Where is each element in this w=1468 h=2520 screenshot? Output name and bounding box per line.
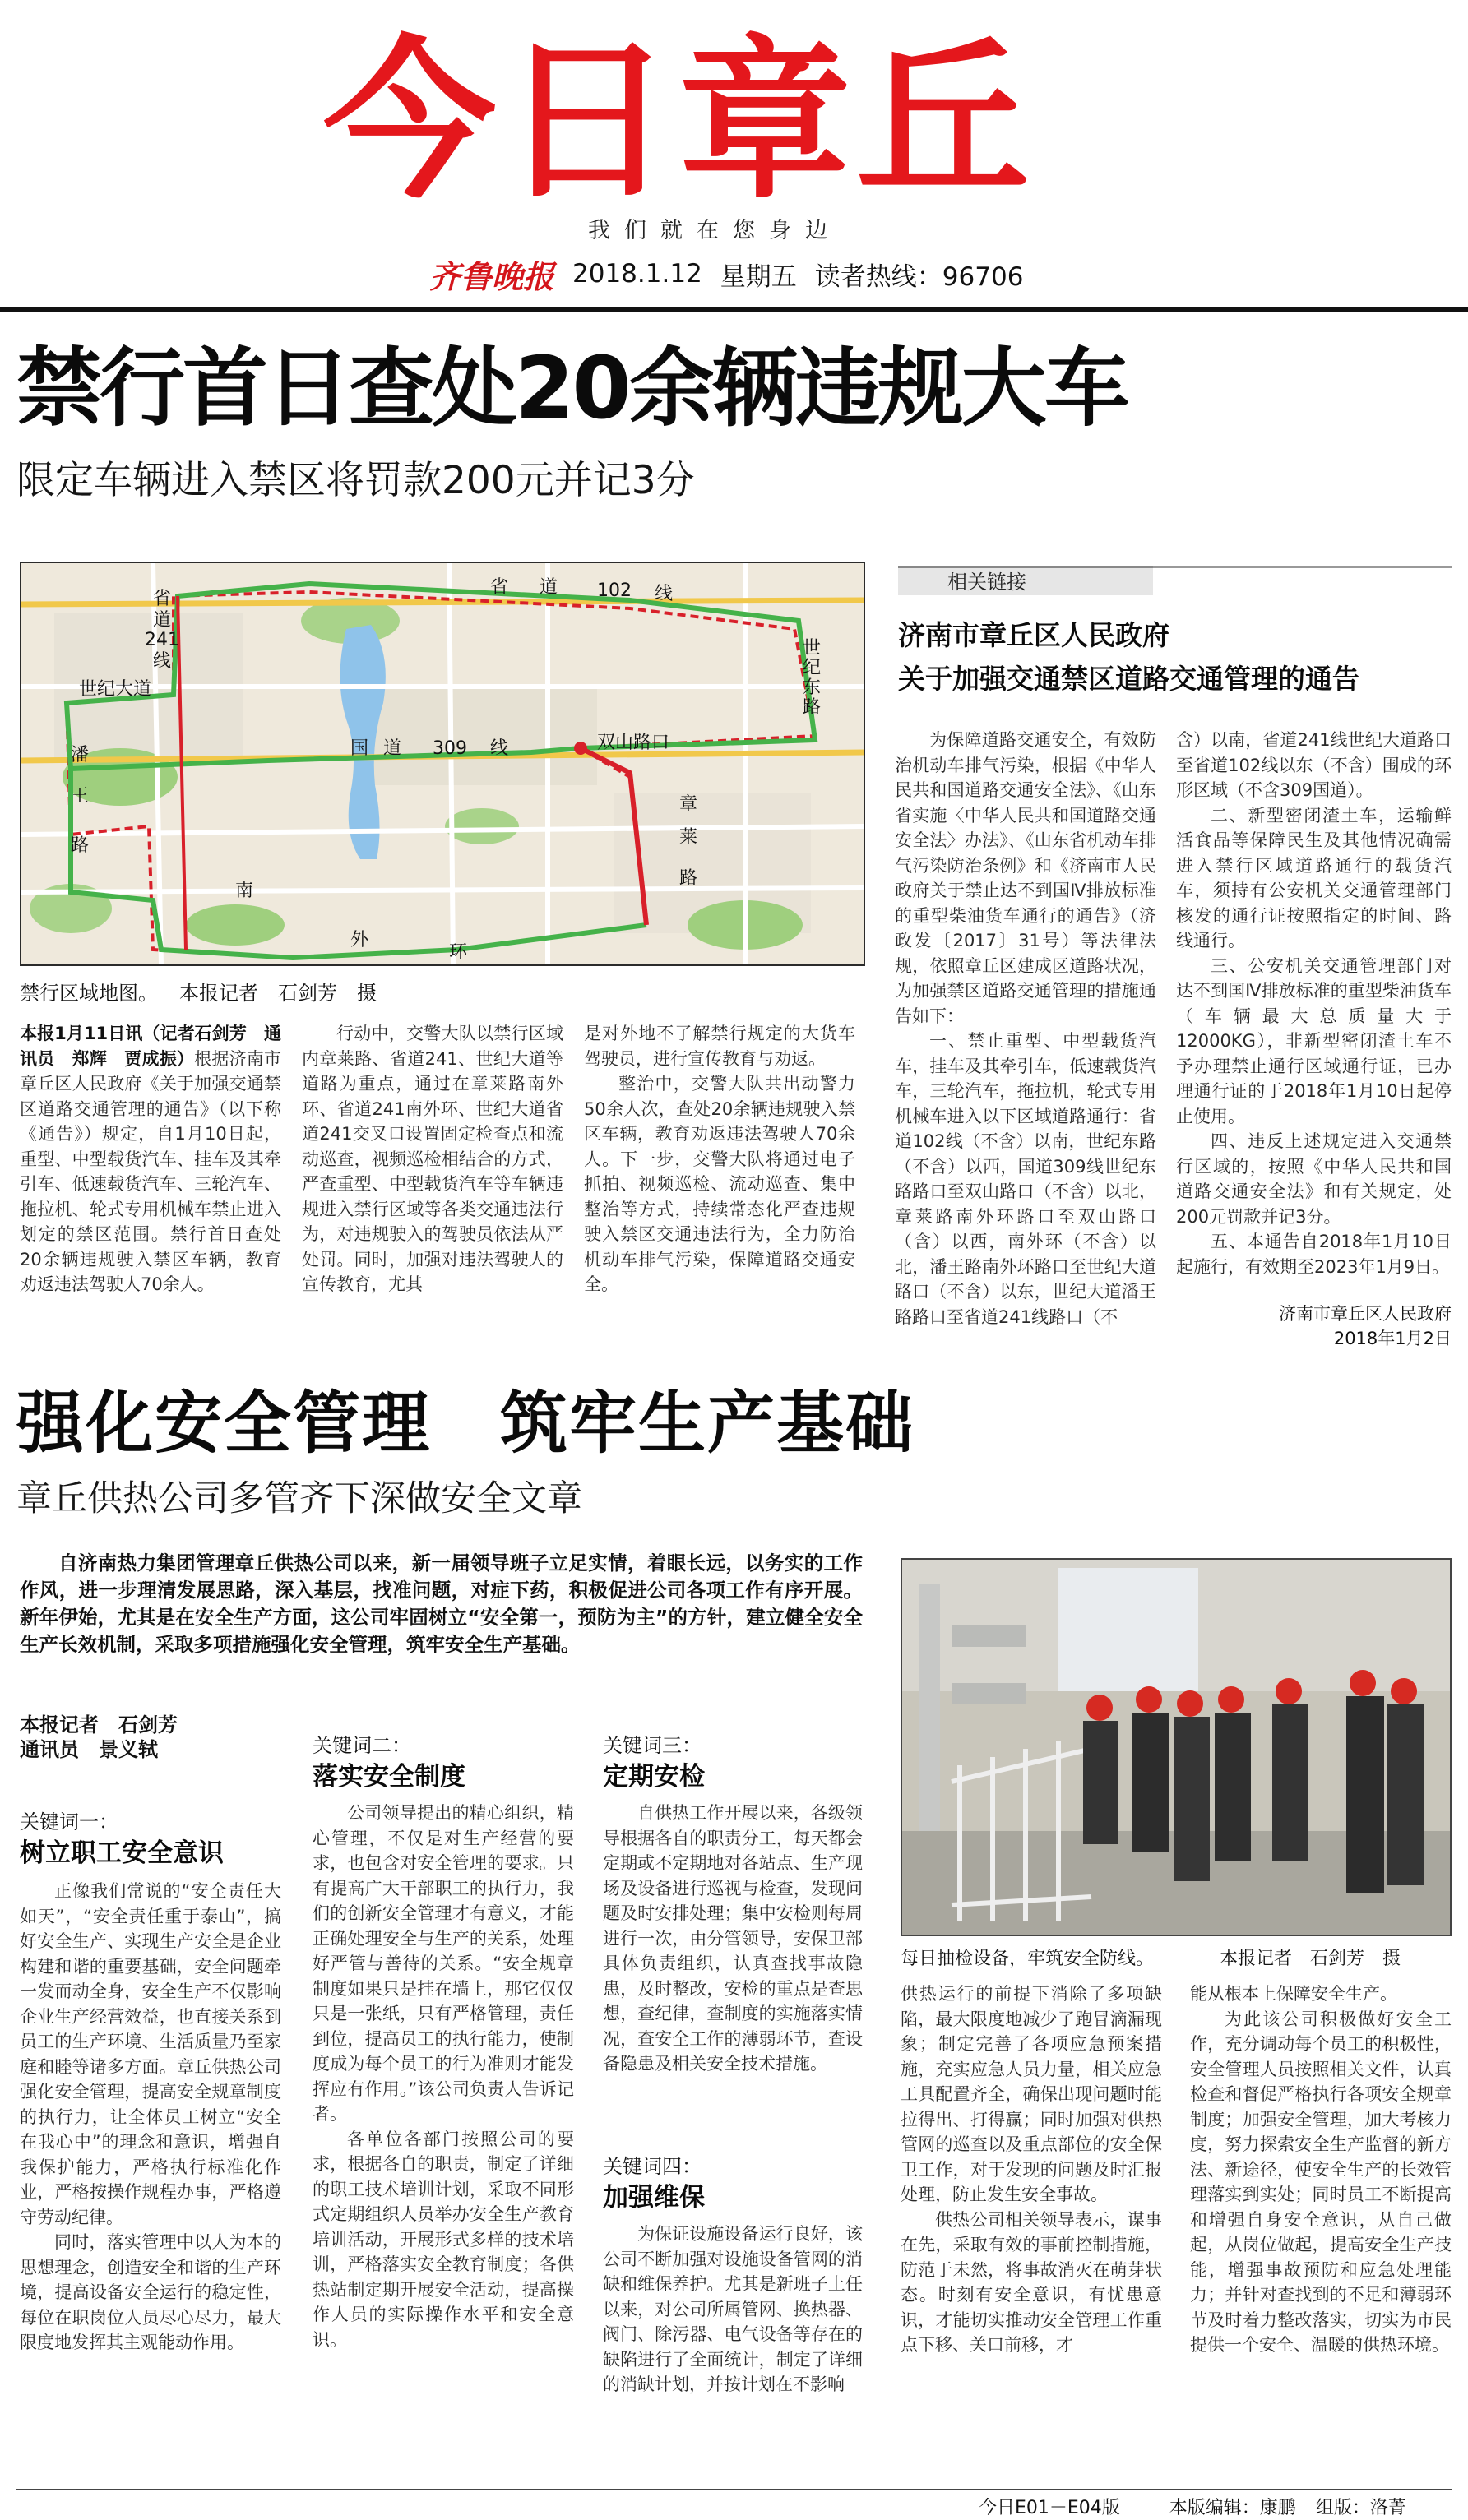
paragraph: 为保证设施设备运行良好，该公司不断加强对设施设备管网的消缺和维保养护。尤其是新班子上任以来，对公司所属管网、换热器、阀门、除污器、电气设备等存在的缺陷进行了全面统计，制定了详细的消缺计划，并按计划在不影响 <box>603 2224 863 2394</box>
paragraph: 自供热工作开展以来，各级领导根据各自的职责分工，每天都会定期或不定期地对各站点、生产现场及设备进行巡视与检查，发现问题及时安排处理；集中安检则每周进行一次，由分管领导，安保卫部具体负责组织，认真查找事故隐患，及时整改，安检的重点是查思想，查纪律，查制度的实施落实情况，查安全工作的薄弱环节，查设备隐患及相关安全技术措施。 <box>603 1803 863 2074</box>
notice-date: 2018年1月2日 <box>1333 1329 1452 1348</box>
map-graphic <box>21 563 864 964</box>
paragraph: 四、违反上述规定进入交通禁行区域的，按照《中华人民共和国道路交通安全法》和有关规定，处200元罚款并记3分。 <box>1176 1131 1452 1227</box>
paragraph: 行动中，交警大队以禁行区域内章莱路、省道241、世纪大道等道路为重点，通过在章莱路南外环、省道241南外环、世纪大道省道241交叉口设置固定检查点和流动巡查，视频巡检相结合的方式，严查重型、中型载货汽车等车辆违规进入禁行区域等各类交通违法行为，对违规驶入的驾驶员依法从严处罚。同时，加强对违法驾驶人的宣传教育，尤其 <box>302 1024 563 1294</box>
map-label: 章 <box>679 794 698 815</box>
paragraph: 正像我们常说的“安全责任大如天”，“安全责任重于泰山”，搞好安全生产、实现生产安全是企业构建和谐的重要基础，安全问题牵一发而动全身，安全生产不仅影响企业生产经营效益，也直接关系到员工的生产环境、生活质量乃至家庭和睦等诸多方面。章丘供热公司强化安全管理，提高安全规章制度的执行力，让全体员工树立“安全在我心中”的理念和意识，增强自我保护能力，严格执行标准化作业，严格按操作规程办事，严格遵守劳动纪律。 <box>20 1881 281 2227</box>
photo-caption <box>901 1944 1401 1971</box>
paragraph: 整治中，交警大队共出动警力50余人次，查处20余辆违规驶入禁区车辆，教育劝返违法驾驶人70余人。下一步，交警大队将通过电子抓拍、视频巡检、流动巡查、集中整治等方式，持续常态化严查违规驶入禁区交通违法行为，全力防治机动车排气污染，保障道路交通安全。 <box>584 1074 855 1294</box>
paragraph: 五、本通告自2018年1月10日起施行，有效期至2023年1月9日。 <box>1176 1232 1452 1277</box>
map-label: 线 <box>490 738 509 759</box>
map-label: 莱 <box>679 827 698 848</box>
keyword-1-label: 关键词一： <box>20 1810 118 1833</box>
paragraph: 供热运行的前提下消除了多项缺陷，最大限度地减少了跑冒滴漏现象；制定完善了各项应急预案措施，充实应急人员力量，相关应急工具配置齐全，确保出现问题时能拉得出、打得赢；同时加强对供热管网的巡查以及重点部位的安全保卫工作，对于发现的问题及时汇报处理，防止发生安全事故。 <box>901 1984 1162 2204</box>
photo-graphic <box>902 1560 1450 1935</box>
footer-credits <box>1169 2494 1406 2518</box>
lead-byline: 本报1月11日讯（记者石剑芳 通讯员 郑辉 贾成振） <box>20 1024 281 1069</box>
map-label: 道 <box>383 738 402 759</box>
lead-subhead: 限定车辆进入禁区将罚款200元并记3分 <box>16 458 695 503</box>
map-label: 东 <box>803 677 822 698</box>
paragraph: 能从根本上保障安全生产。 <box>1190 1984 1397 2004</box>
keyword-3-heading: 定期安检 <box>603 1762 705 1792</box>
map-label: 双山路口 <box>597 733 670 753</box>
paper-logo: 齐鲁晚报 <box>429 257 555 295</box>
lead-article-column-2 <box>302 1021 563 1350</box>
paragraph: 根据济南市章丘区人民政府《关于加强交通禁区道路交通管理的通告》（以下称《通告》）规定，自1月10日起，重型、中型载货汽车、挂车及其牵引车、低速载货汽车、三轮汽车、拖拉机、轮式专用机械车禁止进入划定的禁区范围。禁行首日查处20余辆违规驶入禁区车辆，教育劝返违法驾驶人70余人。 <box>20 1048 281 1294</box>
map-label: 路 <box>679 868 698 889</box>
map-label: 241 <box>145 630 179 650</box>
map-label: 潘 <box>71 745 90 765</box>
footer-layout: 组版：洛菁 <box>1315 2498 1406 2518</box>
map-label: 国 <box>350 738 369 759</box>
map-label: 道 <box>540 577 558 598</box>
map-caption-text: 禁行区域地图。 <box>20 982 158 1005</box>
second-byline-reporter: 本报记者 石剑芳 <box>20 1713 178 1736</box>
footer-divider <box>16 2489 1452 2490</box>
map-label: 环 <box>449 942 468 963</box>
map-label: 世纪大道 <box>79 679 152 700</box>
lead-headline: 禁行首日查处20余辆违规大车 <box>16 338 1128 438</box>
second-intro <box>20 1550 863 1658</box>
related-divider <box>1151 566 1452 568</box>
photo-caption-text: 每日抽检设备，牢筑安全防线。 <box>901 1949 1155 1969</box>
notice-signature: 济南市章丘区人民政府 <box>1279 1304 1452 1324</box>
page-footer <box>979 2494 1406 2518</box>
map-label: 王 <box>71 786 90 807</box>
paragraph: 是对外地不了解禁行规定的大货车驾驶员，进行宣传教育与劝返。 <box>584 1024 855 1069</box>
paragraph: 同时，落实管理中以人为本的思想理念，创造安全和谐的生产环境，提高设备安全运行的稳定性，每位在职岗位人员尽心尽力，最大限度地发挥其主观能动作用。 <box>20 2232 281 2352</box>
map-label: 道 <box>153 610 172 631</box>
paragraph: 为保障道路交通安全，有效防治机动车排气污染，根据《中华人民共和国道路交通安全法》、《山东省实施〈中华人民共和国道路交通安全法〉办法》、《山东省机动车排气污染防治条例》和《济南市人民政府关于禁止达不到国Ⅳ排放标准的重型柴油货车通行的通告》（济政发〔2017〕31号）等法律法规，依照章丘区建成区道路状况，为加强禁区道路交通管理的措施通告如下： <box>895 730 1156 1026</box>
footer-page-range: 今日E01－E04版 <box>979 2498 1120 2518</box>
reader-hotline: 读者热线：96706 <box>814 261 1024 292</box>
issue-info-line <box>429 253 1023 294</box>
second-article-column-5 <box>1190 1981 1452 2491</box>
map-label: 南 <box>235 881 254 901</box>
masthead-divider <box>0 307 1468 312</box>
photo-credit: 本报记者 石剑芳 摄 <box>1220 1949 1401 1969</box>
map-label: 省 <box>153 589 172 609</box>
keyword-4-column <box>603 2222 863 2493</box>
keyword-2-column <box>313 1801 574 2491</box>
masthead-title: 今日章丘 <box>323 21 1035 222</box>
map-label: 309 <box>433 738 467 759</box>
paragraph: 各单位各部门按照公司的要求，根据各自的职责，制定了详细的职工技术培训计划，采取不同形式定期组织人员举办安全生产教育培训活动，开展形式多样的技术培训，严格落实安全教育制度；各供热站制定期开展安全活动，提高操作人员的实际操作水平和安全意识。 <box>313 2129 574 2350</box>
map-photo-credit: 本报记者 石剑芳 摄 <box>179 982 377 1005</box>
map-label: 纪 <box>803 658 822 678</box>
inspection-photo <box>901 1558 1452 1936</box>
notice-column-1 <box>895 728 1156 1338</box>
paragraph: 一、禁止重型、中型载货汽车，挂车及其牵引车，低速载货汽车，三轮汽车，拖拉机，轮式专用机械车进入以下区域道路通行：省道102线（不含）以南，世纪东路（不含）以西，国道309线世纪东路路口至双山路口（不含）以北，章莱路南外环路口至双山路口（含）以西，南外环（不含）以北，潘王路南外环路口至世纪大道路口（不含）以东，世纪大道潘王路路口至省道241线路口（不 <box>895 1031 1156 1327</box>
restricted-zone-map <box>20 562 865 966</box>
paragraph: 公司领导提出的精心组织，精心管理，不仅是对生产经营的要求，也包含对安全管理的要求。只有提高广大干部职工的执行力，我们的创新安全管理才有意义，才能正确处理安全与生产的关系，处理好严管与善待的关系。“安全规章制度如果只是挂在墙上，那它仅仅只是一张纸，只有严格管理，责任到位，提高员工的执行能力，使制度成为每个员工的行为准则才能发挥应有作用。”该公司负责人告诉记者。 <box>313 1803 574 2124</box>
related-links-tab: 相关链接 <box>898 566 1153 595</box>
footer-editor: 本版编辑：康鹏 <box>1169 2498 1296 2518</box>
map-label: 线 <box>153 651 172 672</box>
keyword-2-heading: 落实安全制度 <box>313 1762 465 1792</box>
keyword-4-heading: 加强维保 <box>603 2183 705 2213</box>
keyword-3-label: 关键词三： <box>603 1734 702 1757</box>
map-label: 路 <box>803 697 822 718</box>
map-label: 102 <box>597 580 632 601</box>
second-headline: 强化安全管理 筑牢生产基础 <box>16 1385 915 1463</box>
masthead-slogan: 我们就在您身边 <box>588 218 841 243</box>
paragraph: 含）以南，省道241线世纪大道路口至省道102线以东（不含）围成的环形区域（不含309国道）。 <box>1176 730 1452 800</box>
keyword-1-heading: 树立职工安全意识 <box>20 1838 224 1868</box>
map-label: 省 <box>490 577 509 598</box>
lead-article-column-3 <box>584 1021 855 1350</box>
paragraph: 二、新型密闭渣土车，运输鲜活食品等保障民生及其他情况确需进入禁行区域道路通行的载货汽车，须持有公安机关交通管理部门核发的通行证按照指定的时间、路线通行。 <box>1176 805 1452 950</box>
notice-column-2 <box>1176 728 1452 1295</box>
issue-weekday: 星期五 <box>720 261 797 292</box>
map-label: 外 <box>350 930 369 950</box>
paragraph: 为此该公司积极做好安全工作，充分调动每个员工的积极性，安全管理人员按照相关文件，认真检查和督促严格执行各项安全规章制度；加强安全管理，加大考核力度，努力探索安全生产监督的新方法、新途径，使安全生产的长效管理落实到实处；同时员工不断提高和增强自身安全意识，从自己做起，从岗位做起，提高安全生产技能，增强事故预防和应急处理能力；并针对查找到的不足和薄弱环节及时着力整改落实，切实为市民提供一个安全、温暖的供热环境。 <box>1190 2009 1452 2355</box>
keyword-4-label: 关键词四： <box>603 2155 702 2178</box>
keyword-1-column <box>20 1879 281 2491</box>
paragraph: 供热公司相关领导表示，谋事在先，采取有效的事前控制措施，防范于未然，将事故消灭在萌芽状态。时刻有安全意识，有忧患意识，才能切实推动安全管理工作重点下移、关口前移，才 <box>901 2209 1162 2355</box>
second-byline-correspondent: 通讯员 景义轼 <box>20 1738 158 1761</box>
paragraph: 自济南热力集团管理章丘供热公司以来，新一届领导班子立足实情，着眼长远，以务实的工作作风，进一步理清发展思路，深入基层，找准问题，对症下药，积极促进公司各项工作有序开展。新年伊始，尤其是在安全生产方面，这公司牢固树立“安全第一，预防为主”的方针，建立健全安全生产长效机制，采取多项措施强化安全管理，筑牢安全生产基础。 <box>20 1551 863 1656</box>
notice-title-issuer: 济南市章丘区人民政府 <box>898 619 1169 651</box>
notice-title: 关于加强交通禁区道路交通管理的通告 <box>898 663 1359 695</box>
second-subhead: 章丘供热公司多管齐下深做安全文章 <box>16 1478 582 1519</box>
map-label: 路 <box>71 835 90 856</box>
lead-article-column-1 <box>20 1021 281 1350</box>
paragraph: 三、公安机关交通管理部门对达不到国Ⅳ排放标准的重型柴油货车（车辆最大总质量大于12000KG），非新型密闭渣土车不予办理禁止通行区域通行证，已办理通行证的于2018年1月10日起停止使用。 <box>1176 955 1452 1126</box>
keyword-3-column <box>603 1801 863 2146</box>
map-label: 世 <box>803 638 822 659</box>
keyword-2-label: 关键词二： <box>313 1734 411 1757</box>
map-caption <box>20 977 377 1005</box>
map-label: 线 <box>655 584 674 604</box>
second-article-column-4 <box>901 1981 1162 2491</box>
issue-date: 2018.1.12 <box>572 259 702 289</box>
